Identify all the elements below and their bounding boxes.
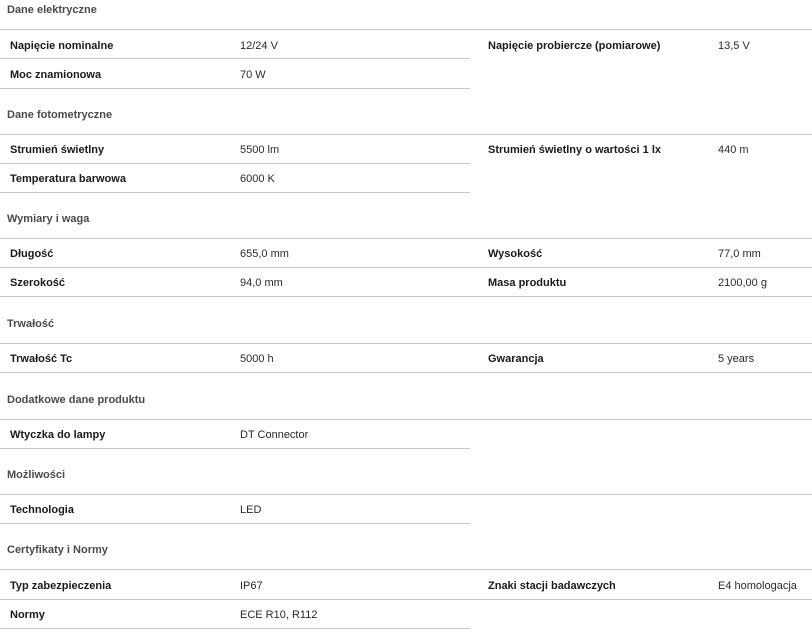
spec-value: 5500 lm [240, 144, 280, 156]
spec-value: 5000 h [240, 353, 274, 365]
row-divider [0, 628, 470, 629]
spec-label: Znaki stacji badawczych [488, 580, 616, 592]
spec-label: Strumień świetlny o wartości 1 lx [488, 144, 661, 156]
spec-label: Gwarancja [488, 353, 544, 365]
section-title-photometric: Dane fotometryczne [7, 109, 113, 121]
spec-label: Napięcie probiercze (pomiarowe) [488, 40, 661, 52]
row-divider [0, 58, 470, 59]
row-divider [0, 163, 470, 164]
section-divider [0, 134, 812, 135]
section-divider [0, 494, 812, 495]
spec-value: E4 homologacja [718, 580, 797, 592]
section-title-capabilities: Możliwości [7, 469, 66, 481]
spec-value: 440 m [718, 144, 749, 156]
row-divider [0, 88, 470, 89]
spec-label: Strumień świetlny [10, 144, 105, 156]
row-divider [0, 599, 812, 600]
section-divider [0, 29, 812, 30]
spec-label: Wysokość [488, 248, 543, 260]
spec-value: LED [240, 504, 262, 516]
spec-value: 94,0 mm [240, 277, 283, 289]
spec-value: DT Connector [240, 429, 309, 441]
section-title-durability: Trwałość [7, 318, 55, 330]
spec-value: 77,0 mm [718, 248, 761, 260]
spec-label: Moc znamionowa [10, 69, 102, 81]
spec-value: 655,0 mm [240, 248, 289, 260]
section-title-dimensions: Wymiary i waga [7, 213, 90, 225]
row-divider [0, 192, 470, 193]
spec-value: 13,5 V [718, 40, 750, 52]
spec-value: 6000 K [240, 173, 275, 185]
section-divider [0, 343, 812, 344]
spec-label: Temperatura barwowa [10, 173, 126, 185]
section-divider [0, 569, 812, 570]
row-divider [0, 267, 812, 268]
row-divider [0, 448, 470, 449]
section-title-electrical: Dane elektryczne [7, 4, 97, 16]
spec-label: Trwałość Tc [10, 353, 73, 365]
spec-label: Normy [10, 609, 45, 621]
spec-value: 12/24 V [240, 40, 278, 52]
section-divider [0, 238, 812, 239]
section-divider [0, 419, 812, 420]
section-title-certificates: Certyfikaty i Normy [7, 544, 108, 556]
spec-label: Napięcie nominalne [10, 40, 114, 52]
spec-label: Długość [10, 248, 54, 260]
spec-label: Typ zabezpieczenia [10, 580, 112, 592]
spec-value: ECE R10, R112 [240, 609, 318, 621]
spec-value: 2100,00 g [718, 277, 767, 289]
section-title-additional: Dodatkowe dane produktu [7, 394, 146, 406]
spec-value: 70 W [240, 69, 266, 81]
spec-value: IP67 [240, 580, 263, 592]
spec-label: Technologia [10, 504, 74, 516]
spec-label: Masa produktu [488, 277, 567, 289]
row-divider [0, 523, 470, 524]
row-divider [0, 296, 812, 297]
row-divider [0, 372, 812, 373]
spec-value: 5 years [718, 353, 755, 365]
spec-label: Szerokość [10, 277, 66, 289]
spec-label: Wtyczka do lampy [10, 429, 106, 441]
